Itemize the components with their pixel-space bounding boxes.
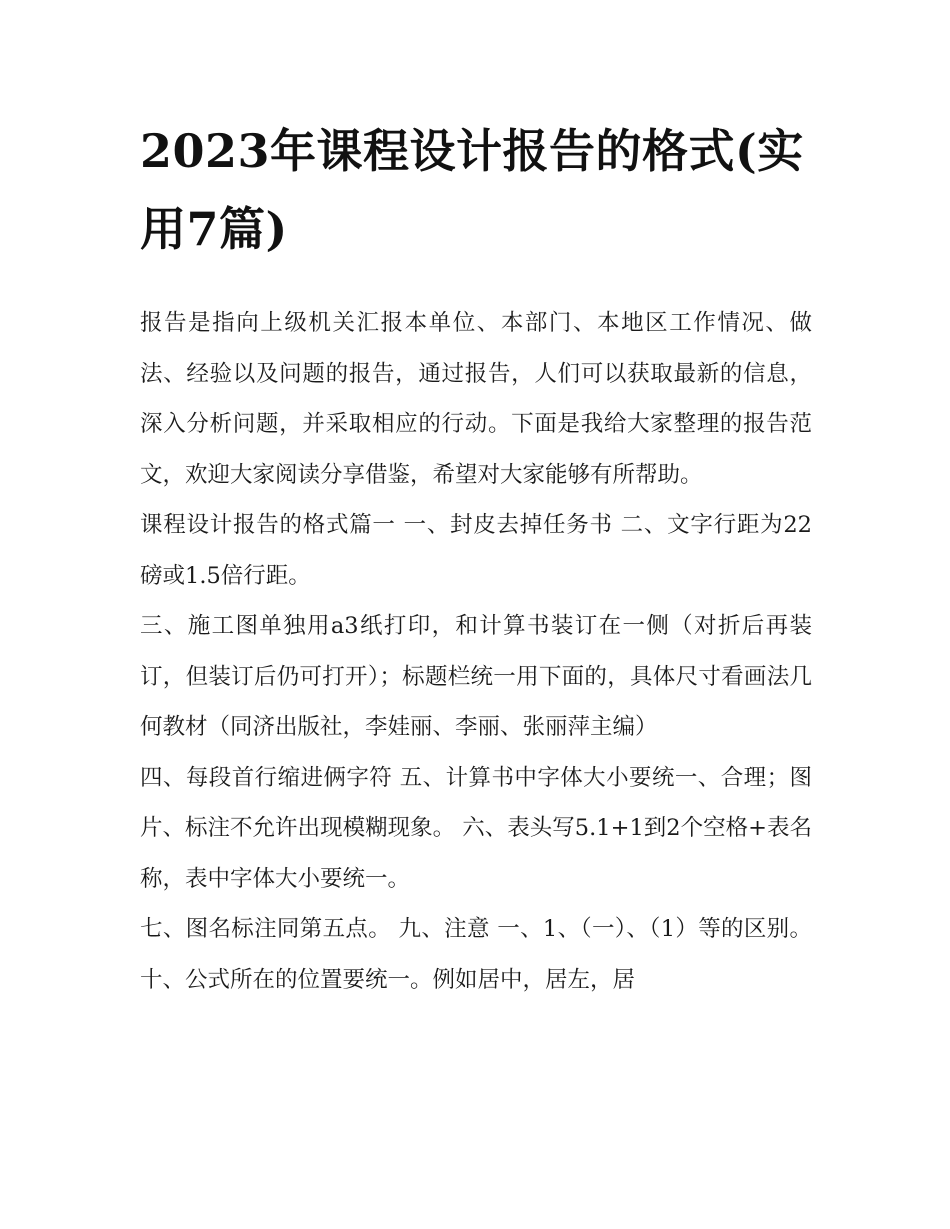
paragraph-intro: 报告是指向上级机关汇报本单位、本部门、本地区工作情况、做法、经验以及问题的报告，通过报告，人们可以获取最新的信息，深入分析问题，并采取相应的行动。下面是我给大家整理的报告范文，欢迎大家阅读分享借鉴，希望对大家能够有所帮助。 [140, 310, 812, 488]
document-title: 2023年课程设计报告的格式(实用7篇) [140, 124, 804, 256]
document-page [140, 112, 812, 1005]
paragraph-format-4: 四、每段首行缩进俩字符 五、计算书中字体大小要统一、合理；图片、标注不允许出现模糊现象。 六、表头写5.1+1到2个空格+表名称，表中字体大小要统一。 [140, 764, 812, 892]
paragraph-format-3: 三、施工图单独用a3纸打印，和计算书装订在一侧（对折后再装订，但装订后仍可打开）；标题栏统一用下面的，具体尺寸看画法几何教材（同济出版社，李娃丽、李丽、张丽萍主编） [140, 613, 812, 740]
paragraph-format-1: 课程设计报告的格式篇一 一、封皮去掉任务书 二、文字行距为22磅或1.5倍行距。 [140, 512, 812, 589]
paragraph-format-7: 七、图名标注同第五点。 九、注意 一、1、（一）、（1）等的区别。 十、公式所在的位置要统一。例如居中，居左，居 [140, 916, 812, 993]
